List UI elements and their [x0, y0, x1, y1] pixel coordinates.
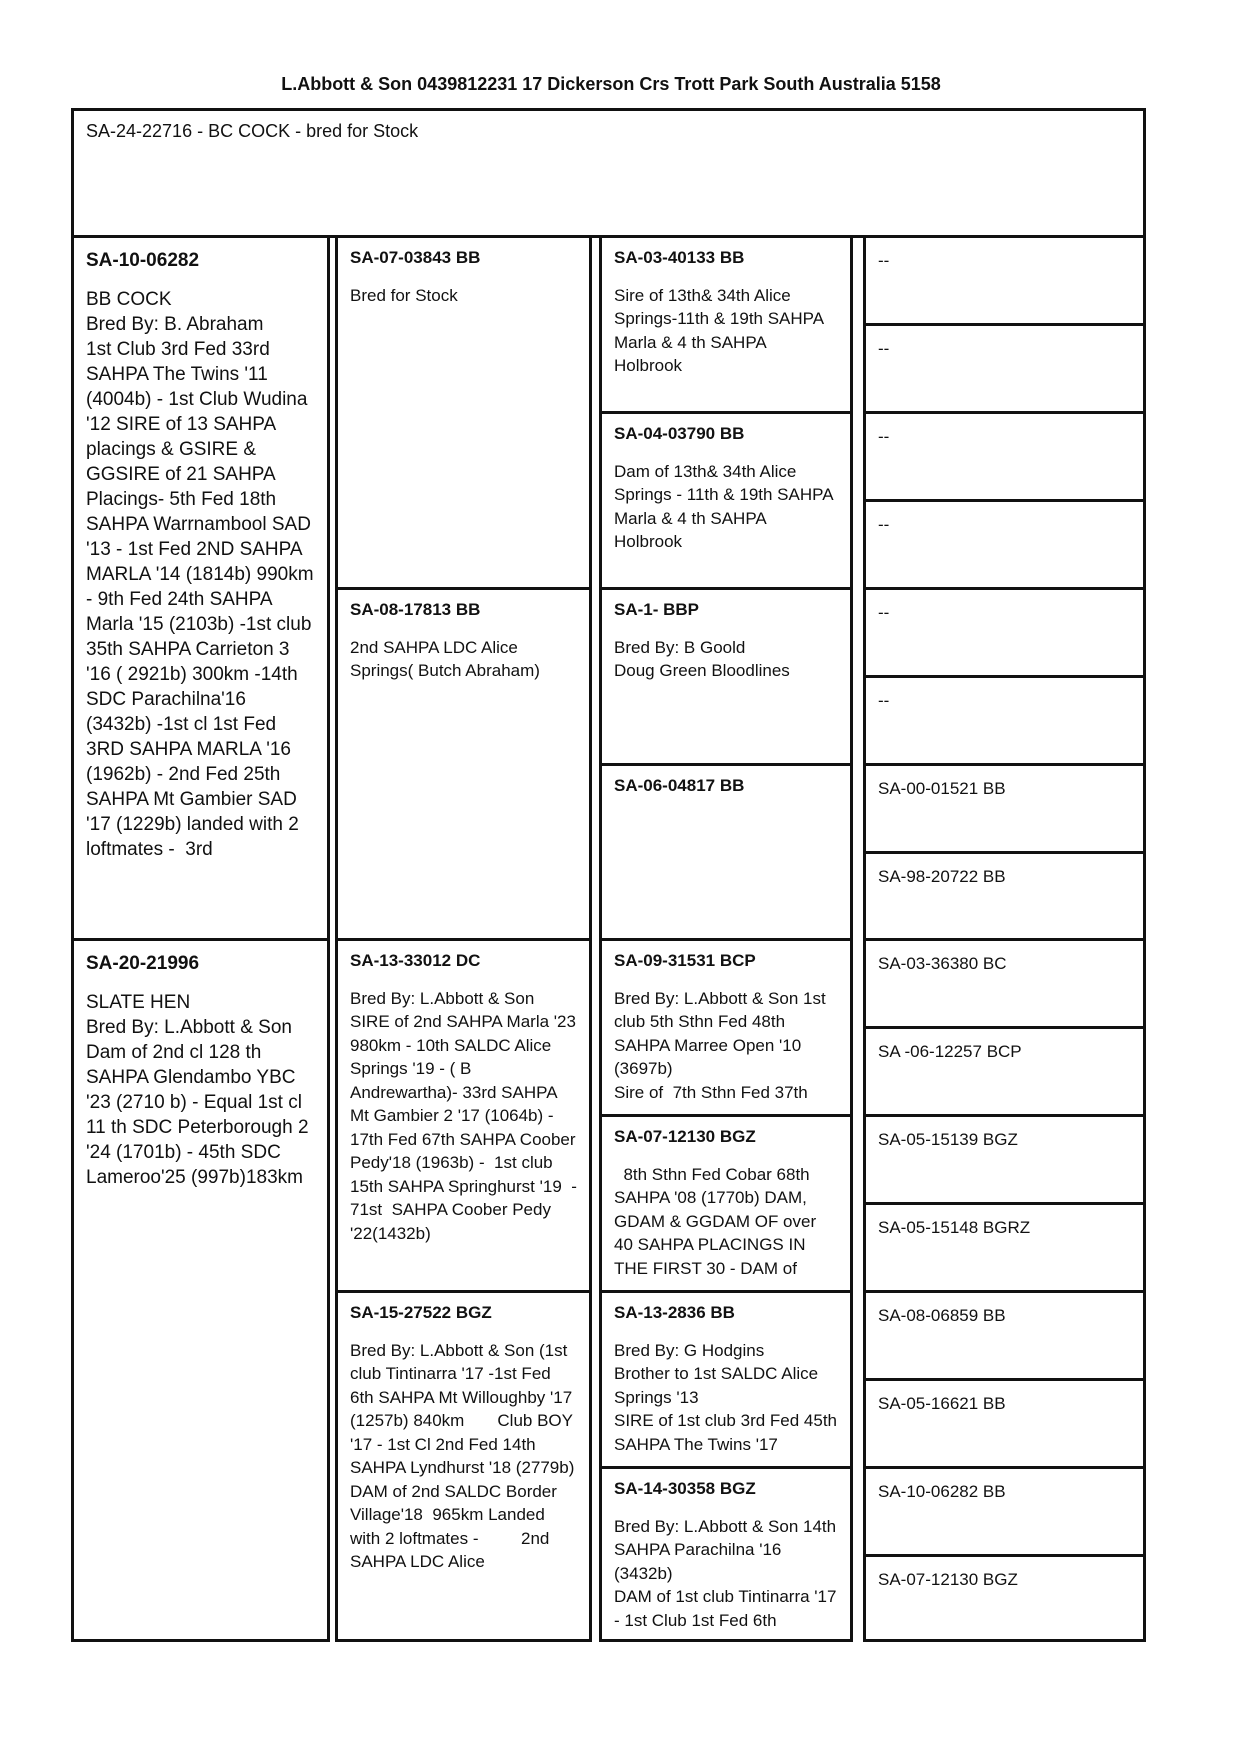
great-grandparent-cell	[599, 411, 853, 590]
grandparent-id: SA-13-33012 DC	[350, 951, 481, 970]
dam-cell	[71, 938, 330, 1642]
gggp-cell	[863, 1114, 1146, 1205]
gggp-cell	[863, 1554, 1146, 1642]
subject-label: SA-24-22716 - BC COCK - bred for Stock	[86, 121, 419, 141]
great-grandparent-description: Bred By: B Goold Doug Green Bloodlines	[614, 637, 790, 680]
gggp-id: --	[878, 339, 890, 358]
gggp-id: --	[878, 603, 890, 622]
sire-cell	[71, 235, 330, 941]
gggp-id: --	[878, 427, 890, 446]
dam-id: SA-20-21996	[86, 953, 200, 974]
gggp-cell	[863, 1290, 1146, 1381]
great-grandparent-description: Bred By: L.Abbott & Son 14th SAHPA Parachilna '16 (3432b) DAM of 1st club Tintinarra '17 - 1st Club 1st Fed 6th	[614, 1516, 837, 1630]
grandparent-description: 2nd SAHPA LDC Alice Springs( Butch Abraham)	[350, 637, 540, 680]
gggp-cell	[863, 411, 1146, 502]
gggp-cell	[863, 499, 1146, 590]
gggp-id: --	[878, 691, 890, 710]
gggp-id: SA-98-20722 BB	[878, 867, 1006, 886]
gggp-cell	[863, 1378, 1146, 1469]
gggp-cell	[863, 235, 1146, 326]
great-grandparent-id: SA-09-31531 BCP	[614, 951, 756, 970]
sire-description: BB COCK Bred By: B. Abraham 1st Club 3rd Fed 33rd SAHPA The Twins '11 (4004b) - 1st Club Wudina '12 SIRE of 13 SAHPA placings & GSIRE & GGSIRE of 21 SAHPA Placings- 5th Fed 18th SAHPA Warrnambool SAD '13 - 1st Fed 2ND SAHPA MARLA '14 (1814b) 990km - 9th Fed 24th SAHPA Marla '15 (2103b) -1st club 35th SAHPA Carrieton 3 '16 ( 2921b) 300km -14th SDC Parachilna'16 (3432b) -1st cl 1st Fed 3RD SAHPA MARLA '16 (1962b) - 2nd Fed 25th SAHPA Mt Gambier SAD '17 (1229b) landed with 2 loftmates - 3rd	[86, 289, 314, 860]
grandparent-cell	[335, 1290, 592, 1642]
great-grandparent-description: Bred By: G Hodgins Brother to 1st SALDC Alice Springs '13 SIRE of 1st club 3rd Fed 45th SAHPA The Twins '17	[614, 1340, 838, 1454]
gggp-id: SA-05-16621 BB	[878, 1394, 1006, 1413]
gggp-cell	[863, 763, 1146, 854]
gggp-cell	[863, 1026, 1146, 1117]
gggp-cell	[863, 587, 1146, 678]
gggp-id: SA-03-36380 BC	[878, 954, 1007, 973]
grandparent-description: Bred for Stock	[350, 285, 458, 305]
dam-description: SLATE HEN Bred By: L.Abbott & Son Dam of 2nd cl 128 th SAHPA Glendambo YBC '23 (2710 b) - Equal 1st cl 11 th SDC Peterborough 2 '24 (1701b) - 45th SDC Lameroo'25 (997b)183km	[86, 992, 309, 1188]
grandparent-cell	[335, 587, 592, 941]
grandparent-cell	[335, 938, 592, 1293]
great-grandparent-cell	[599, 1466, 853, 1642]
gggp-id: --	[878, 515, 890, 534]
subject-bird	[71, 108, 1146, 238]
great-grandparent-cell	[599, 1114, 853, 1293]
gggp-cell	[863, 1202, 1146, 1293]
gggp-cell	[863, 323, 1146, 414]
gggp-cell	[863, 675, 1146, 766]
great-grandparent-id: SA-1- BBP	[614, 600, 700, 619]
grandparent-cell	[335, 235, 592, 590]
gggp-id: SA-08-06859 BB	[878, 1306, 1006, 1325]
gggp-cell	[863, 938, 1146, 1029]
great-grandparent-cell	[599, 763, 853, 941]
gggp-cell	[863, 1466, 1146, 1557]
grandparent-id: SA-07-03843 BB	[350, 248, 481, 267]
grandparent-description: Bred By: L.Abbott & Son SIRE of 2nd SAHPA Marla '23 980km - 10th SALDC Alice Springs '19 - ( B Andrewartha)- 33rd SAHPA Mt Gambier 2 '17 (1064b) - 17th Fed 67th SAHPA Coober Pedy'18 (1963b) - 1st club 15th SAHPA Springhurst '19 - 71st SAHPA Coober Pedy '22(1432b)	[350, 988, 582, 1243]
gggp-id: SA-07-12130 BGZ	[878, 1570, 1018, 1589]
great-grandparent-description: Sire of 13th& 34th Alice Springs-11th & 19th SAHPA Marla & 4 th SAHPA Holbrook	[614, 285, 828, 375]
great-grandparent-cell	[599, 587, 853, 766]
sire-id: SA-10-06282	[86, 250, 200, 271]
pedigree-header: L.Abbott & Son 0439812231 17 Dickerson Crs Trott Park South Australia 5158	[281, 74, 941, 94]
great-grandparent-description: Bred By: L.Abbott & Son 1st club 5th Sthn Fed 48th SAHPA Marree Open '10 (3697b) Sire of 7th Sthn Fed 37th	[614, 988, 826, 1102]
great-grandparent-description: 8th Sthn Fed Cobar 68th SAHPA '08 (1770b) DAM, GDAM & GGDAM OF over 40 SAHPA PLACINGS IN THE FIRST 30 - DAM of	[614, 1164, 821, 1278]
great-grandparent-id: SA-04-03790 BB	[614, 424, 745, 443]
great-grandparent-cell	[599, 1290, 853, 1469]
great-grandparent-cell	[599, 235, 853, 414]
great-grandparent-id: SA-13-2836 BB	[614, 1303, 735, 1322]
great-grandparent-cell	[599, 938, 853, 1117]
gggp-id: SA-10-06282 BB	[878, 1482, 1006, 1501]
great-grandparent-description: Dam of 13th& 34th Alice Springs - 11th & 19th SAHPA Marla & 4 th SAHPA Holbrook	[614, 461, 838, 551]
grandparent-id: SA-15-27522 BGZ	[350, 1303, 492, 1322]
gggp-cell	[863, 851, 1146, 941]
gggp-id: --	[878, 251, 890, 270]
great-grandparent-id: SA-14-30358 BGZ	[614, 1479, 756, 1498]
great-grandparent-id: SA-06-04817 BB	[614, 776, 745, 795]
gggp-id: SA -06-12257 BCP	[878, 1042, 1022, 1061]
grandparent-description: Bred By: L.Abbott & Son (1st club Tintinarra '17 -1st Fed 6th SAHPA Mt Willoughby '17 (1257b) 840km Club BOY '17 - 1st Cl 2nd Fed 14th SAHPA Lyndhurst '18 (2779b) DAM of 2nd SALDC Border Village'18 965km Landed with 2 loftmates - 2nd SAHPA LDC Alice	[350, 1340, 575, 1571]
great-grandparent-id: SA-03-40133 BB	[614, 248, 745, 267]
gggp-id: SA-05-15139 BGZ	[878, 1130, 1018, 1149]
gggp-id: SA-05-15148 BGRZ	[878, 1218, 1031, 1237]
great-grandparent-id: SA-07-12130 BGZ	[614, 1127, 756, 1146]
grandparent-id: SA-08-17813 BB	[350, 600, 481, 619]
gggp-id: SA-00-01521 BB	[878, 779, 1006, 798]
